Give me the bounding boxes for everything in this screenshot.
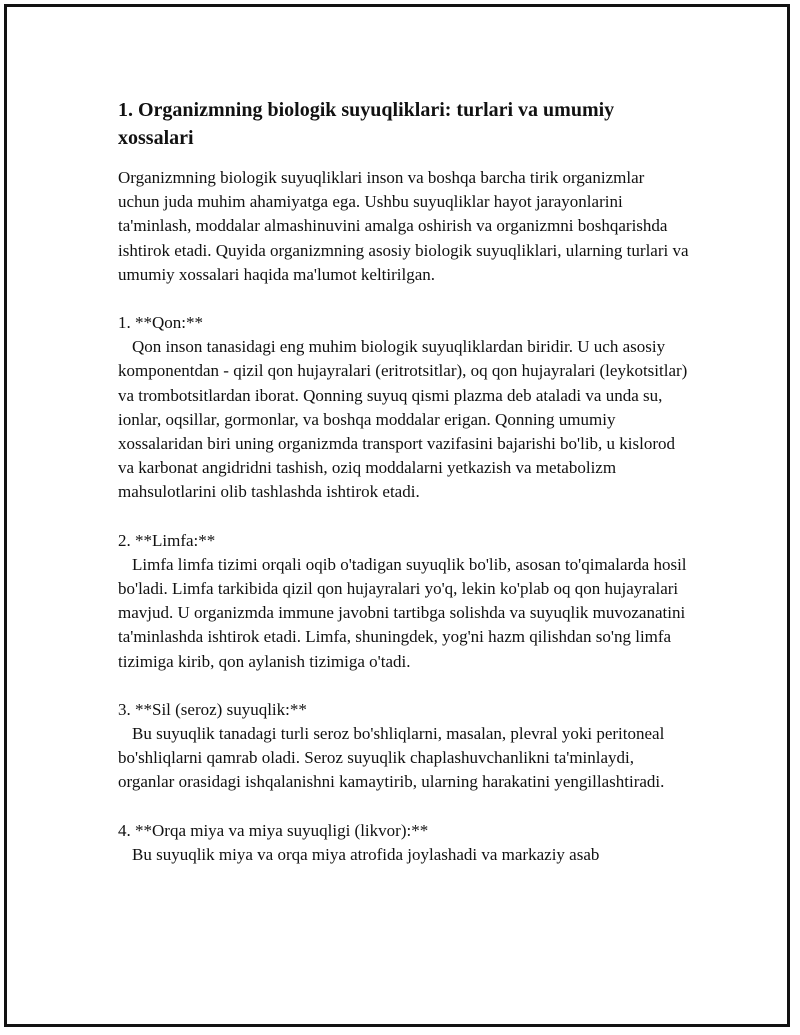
intro-paragraph: Organizmning biologik suyuqliklari inson va boshqa barcha tirik organizmlar uchun juda muhim ahamiyatga ega. Ushbu suyuqliklar hayot jarayonlarini ta'minlash, moddalar almashinuvini amalga oshirish va organizmni boshqarishda ishtirok etadi. Quyida organizmning asosiy biologik suyuqliklari, ularning turlari va umumiy xossalari haqida ma'lumot keltirilgan. <box>118 168 689 284</box>
section-likvor <box>118 819 690 867</box>
section-heading: 3. **Sil (seroz) suyuqlik:** <box>118 699 307 719</box>
section-qon <box>118 311 690 505</box>
section-heading: 1. **Qon:** <box>118 313 203 333</box>
section-body: Bu suyuqlik tanadagi turli seroz bo'shliqlarni, masalan, plevral yoki peritoneal bo'shliqlarni qamrab oladi. Seroz suyuqlik chaplashuvchanlikni ta'minlaydi, organlar orasidagi ishqalanishni kamaytirib, ularning harakatini yengillashtiradi. <box>118 724 665 792</box>
section-body: Limfa limfa tizimi orqali oqib o'tadigan suyuqlik bo'lib, asosan to'qimalarda hosil bo'ladi. Limfa tarkibida qizil qon hujayralari yo'q, lekin ko'plab oq qon hujayralari mavjud. U organizmda immune javobni tartibga solishda va suyuqlik muvozanatini ta'minlashda ishtirok etadi. Limfa, shuningdek, yog'ni hazm qilishdan so'ng limfa tizimiga kirib, qon aylanish tizimiga o'tadi. <box>118 554 687 671</box>
section-body: Qon inson tanasidagi eng muhim biologik suyuqliklardan biridir. U uch asosiy komponentdan - qizil qon hujayralari (eritrotsitlar), oq qon hujayralari (leykotsitlar) va trombotsitlardan iborat. Qonning suyuq qismi plazma deb ataladi va unda su, ionlar, oqsillar, gormonlar, va boshqa moddalar erigan. Qonning umumiy xossalaridan biri uning organizmda transport vazifasini bajarishi bo'lib, u kislorod va karbonat angidridni tashish, oziq moddalarni yetkazish va metabolizm mahsulotlarini olib tashlashda ishtirok etadi. <box>118 337 688 502</box>
section-heading: 4. **Orqa miya va miya suyuqligi (likvor):** <box>118 820 429 840</box>
document-title: 1. Organizmning biologik suyuqliklari: turlari va umumiy xossalari <box>118 99 615 149</box>
section-heading: 2. **Limfa:** <box>118 530 216 550</box>
document-content <box>118 96 690 867</box>
section-limfa <box>118 529 690 674</box>
section-body: Bu suyuqlik miya va orqa miya atrofida joylashadi va markaziy asab <box>132 844 600 864</box>
section-seroz <box>118 698 690 795</box>
